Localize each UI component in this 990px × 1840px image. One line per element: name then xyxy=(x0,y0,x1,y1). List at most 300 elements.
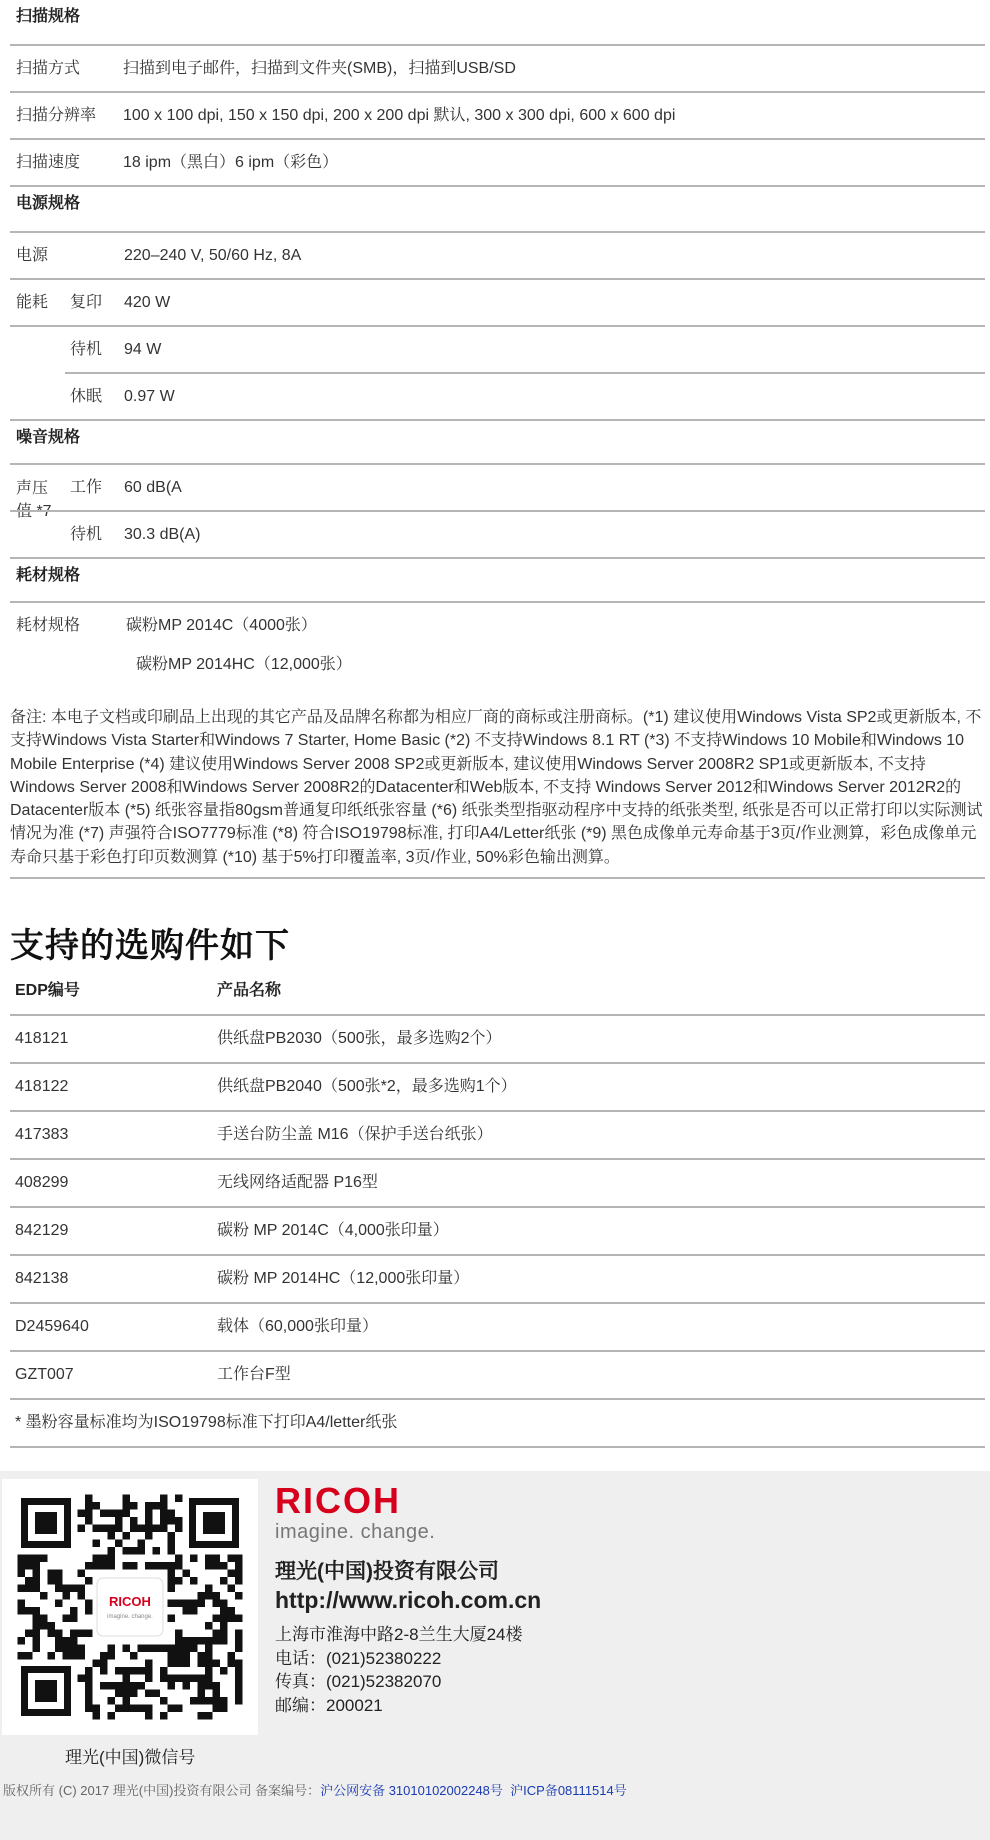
qr-module xyxy=(153,1547,161,1555)
qr-module xyxy=(198,1697,206,1705)
qr-module xyxy=(18,1585,26,1593)
column-header-name: 产品名称 xyxy=(217,982,282,999)
qr-module xyxy=(130,1517,138,1525)
qr-module xyxy=(48,1622,56,1630)
product-cell: 载体（60,000张印量） xyxy=(217,1318,378,1335)
spec-row xyxy=(10,650,985,690)
edp-cell: 417383 xyxy=(15,1126,69,1143)
footnote-remarks: 备注: 本电子文档或印刷品上出现的其它产品及品牌名称都为相应厂商的商标或注册商标。(*1) 建议使用Windows Vista SP2或更新版本, 不支持Windows Vista Starter和Windows 7 Starter, Home Basic (*2) 不支持Windows 8.1 RT (*3) 不支持Windows 10 Mobile和Windows 10 Mobile Enterprise (*4) 建议使用Windows Server 2008 SP2或更新版本, 建议使用Windows Server 2008R2 SP1或更新版本, 不支持Windows Server 2008和Windows Server 2008R2的Datacenter和Web版本, 不支持 Windows Server 2012和Windows Server 2012R2的Datacenter版本 (*5) 纸张容量指80gsm普通复印纸纸张容量 (*6) 纸张类型指驱动程序中支持的纸张类型, 纸张是否可以正常打印以实际测试情况为准 (*7) 声强符合ISO7779标准 (*8) 符合ISO19798标准, 打印A4/Letter纸张 (*9) 黑色成像单元寿命基于3页/作业测算，彩色成像单元寿命只基于彩色打印页数测算 (*10) 基于5%打印覆盖率, 3页/作业, 50%彩色输出测算。 xyxy=(10,706,985,879)
qr-module xyxy=(130,1562,138,1570)
qr-module xyxy=(138,1525,146,1533)
qr-module xyxy=(145,1705,153,1713)
qr-module xyxy=(78,1675,86,1683)
qr-module xyxy=(220,1630,228,1638)
qr-module xyxy=(198,1652,206,1660)
qr-module xyxy=(85,1600,93,1608)
section-noise-title: 噪音规格 xyxy=(10,419,985,465)
qr-module xyxy=(55,1645,63,1653)
qr-module xyxy=(108,1712,116,1720)
qr-module xyxy=(205,1660,213,1668)
qr-module xyxy=(40,1615,48,1623)
postcode: 邮编：200021 xyxy=(275,1695,383,1715)
spec-value: 碳粉MP 2014HC（12,000张） xyxy=(136,656,352,673)
qr-module xyxy=(100,1562,108,1570)
qr-module xyxy=(78,1592,86,1600)
qr-module xyxy=(33,1607,41,1615)
qr-module xyxy=(138,1682,146,1690)
qr-module xyxy=(205,1652,213,1660)
qr-module xyxy=(18,1570,26,1578)
table-row xyxy=(10,1064,985,1112)
spec-value: 94 W xyxy=(124,341,162,358)
qr-module xyxy=(175,1645,183,1653)
qr-module xyxy=(228,1660,236,1668)
table-row xyxy=(10,1256,985,1304)
qr-module xyxy=(78,1645,86,1653)
qr-module xyxy=(25,1585,33,1593)
qr-module xyxy=(85,1697,93,1705)
phone: 电话：(021)52380222 xyxy=(275,1648,442,1668)
qr-module xyxy=(63,1592,71,1600)
qr-module xyxy=(85,1682,93,1690)
qr-module xyxy=(190,1607,198,1615)
qr-module xyxy=(220,1607,228,1615)
qr-module xyxy=(55,1600,63,1608)
qr-module xyxy=(213,1682,221,1690)
edp-cell: 842138 xyxy=(15,1270,69,1287)
qr-module xyxy=(70,1645,78,1653)
qr-module xyxy=(33,1562,41,1570)
qr-module xyxy=(175,1705,183,1713)
qr-module xyxy=(55,1630,63,1638)
qr-module xyxy=(108,1510,116,1518)
spec-value: 220–240 V, 50/60 Hz, 8A xyxy=(124,247,302,264)
qr-module xyxy=(18,1562,26,1570)
qr-module xyxy=(153,1525,161,1533)
qr-module xyxy=(70,1652,78,1660)
qr-module xyxy=(228,1555,236,1563)
qr-module xyxy=(130,1705,138,1713)
product-cell: 碳粉 MP 2014C（4,000张印量） xyxy=(217,1222,449,1239)
qr-module xyxy=(70,1615,78,1623)
qr-module xyxy=(228,1607,236,1615)
table-row xyxy=(10,1016,985,1064)
qr-module xyxy=(115,1517,123,1525)
qr-module xyxy=(168,1645,176,1653)
qr-module xyxy=(145,1510,153,1518)
qr-module xyxy=(168,1547,176,1555)
qr-module xyxy=(25,1577,33,1585)
qr-module xyxy=(160,1645,168,1653)
qr-module xyxy=(93,1712,101,1720)
qr-module xyxy=(48,1630,56,1638)
qr-module xyxy=(85,1502,93,1510)
qr-module xyxy=(175,1652,183,1660)
table-row xyxy=(10,1208,985,1256)
copyright xyxy=(3,1780,627,1799)
qr-module xyxy=(235,1682,243,1690)
qr-module xyxy=(183,1607,191,1615)
copyright-text: 版权所有 (C) 2017 理光(中国)投资有限公司 备案编号： xyxy=(3,1783,321,1798)
ricoh-logo xyxy=(275,1480,436,1544)
qr-module xyxy=(220,1667,228,1675)
qr-module xyxy=(205,1592,213,1600)
qr-module xyxy=(160,1502,168,1510)
qr-module xyxy=(123,1562,131,1570)
table-row xyxy=(10,1160,985,1208)
qr-module xyxy=(18,1607,26,1615)
spec-value: 30.3 dB(A) xyxy=(124,526,201,543)
qr-module xyxy=(123,1675,131,1683)
qr-caption: 理光(中国)微信号 xyxy=(65,1748,196,1767)
product-cell: 手送台防尘盖 M16（保护手送台纸张） xyxy=(217,1126,493,1143)
qr-module xyxy=(235,1660,243,1668)
qr-module xyxy=(198,1660,206,1668)
qr-module xyxy=(123,1547,131,1555)
spec-row xyxy=(10,603,985,650)
qr-module xyxy=(123,1502,131,1510)
qr-module xyxy=(33,1645,41,1653)
qr-module xyxy=(168,1682,176,1690)
qr-module xyxy=(183,1675,191,1683)
qr-module xyxy=(108,1525,116,1533)
qr-module xyxy=(175,1660,183,1668)
qr-module xyxy=(228,1652,236,1660)
noise-group xyxy=(10,465,985,559)
qr-module xyxy=(63,1585,71,1593)
qr-module xyxy=(220,1577,228,1585)
qr-module xyxy=(130,1547,138,1555)
qr-module xyxy=(220,1622,228,1630)
qr-module xyxy=(33,1555,41,1563)
qr-module xyxy=(198,1682,206,1690)
qr-module xyxy=(153,1690,161,1698)
qr-module xyxy=(205,1712,213,1720)
qr-module xyxy=(93,1525,101,1533)
qr-module xyxy=(145,1645,153,1653)
options-footnote: * 墨粉容量标准均为ISO19798标准下打印A4/letter纸张 xyxy=(10,1400,985,1448)
qr-module xyxy=(145,1675,153,1683)
qr-module xyxy=(205,1562,213,1570)
spec-sublabel: 休眠 xyxy=(70,388,103,405)
spec-sublabel: 待机 xyxy=(70,341,103,358)
qr-module xyxy=(228,1570,236,1578)
qr-module xyxy=(168,1705,176,1713)
qr-module xyxy=(235,1697,243,1705)
qr-module xyxy=(168,1615,176,1623)
qr-module xyxy=(123,1532,131,1540)
qr-module xyxy=(145,1517,153,1525)
spec-row xyxy=(10,233,985,280)
contact-info xyxy=(275,1623,522,1717)
qr-module xyxy=(108,1697,116,1705)
qr-code-icon xyxy=(17,1494,243,1720)
qr-module xyxy=(115,1510,123,1518)
edp-cell: GZT007 xyxy=(15,1366,74,1383)
qr-module xyxy=(205,1585,213,1593)
police-record-link[interactable]: 沪公网安备 31010102002248号 xyxy=(320,1783,503,1798)
qr-module xyxy=(33,1622,41,1630)
spec-value: 碳粉MP 2014C（4000张） xyxy=(126,617,317,634)
qr-module xyxy=(190,1697,198,1705)
qr-module xyxy=(160,1712,168,1720)
spec-label: 电源 xyxy=(16,247,49,264)
qr-module xyxy=(85,1562,93,1570)
spec-sublabel: 复印 xyxy=(70,294,103,311)
qr-module xyxy=(78,1652,86,1660)
qr-module xyxy=(175,1600,183,1608)
qr-module xyxy=(235,1630,243,1638)
qr-module xyxy=(160,1562,168,1570)
qr-module xyxy=(205,1555,213,1563)
qr-module xyxy=(205,1682,213,1690)
qr-module xyxy=(168,1585,176,1593)
qr-module xyxy=(93,1555,101,1563)
qr-module xyxy=(18,1555,26,1563)
table-header xyxy=(10,968,985,1016)
fax: 传真：(021)52382070 xyxy=(275,1672,442,1691)
spec-label: 能耗 xyxy=(16,294,49,311)
qr-module xyxy=(93,1502,101,1510)
edp-cell: 408299 xyxy=(15,1174,69,1191)
qr-module xyxy=(183,1660,191,1668)
spec-row xyxy=(10,140,985,187)
qr-module xyxy=(198,1690,206,1698)
qr-module xyxy=(145,1660,153,1668)
qr-module xyxy=(213,1697,221,1705)
table-row xyxy=(10,1112,985,1160)
qr-module xyxy=(220,1615,228,1623)
qr-module xyxy=(85,1675,93,1683)
qr-module xyxy=(100,1682,108,1690)
spec-sublabel: 待机 xyxy=(70,526,103,543)
qr-module xyxy=(168,1562,176,1570)
address: 上海市淮海中路2-8兰生大厦24楼 xyxy=(275,1625,523,1644)
qr-module xyxy=(190,1577,198,1585)
qr-module xyxy=(198,1600,206,1608)
qr-module xyxy=(235,1667,243,1675)
qr-module xyxy=(160,1510,168,1518)
qr-module xyxy=(115,1667,123,1675)
qr-module xyxy=(160,1675,168,1683)
qr-module xyxy=(123,1645,131,1653)
qr-module xyxy=(190,1555,198,1563)
spec-sublabel: 工作 xyxy=(70,479,103,496)
qr-module xyxy=(145,1502,153,1510)
qr-module xyxy=(205,1622,213,1630)
product-cell: 供纸盘PB2040（500张*2，最多选购1个） xyxy=(217,1078,517,1095)
qr-module xyxy=(168,1540,176,1548)
qr-module xyxy=(235,1615,243,1623)
qr-module xyxy=(63,1645,71,1653)
qr-module xyxy=(130,1525,138,1533)
wechat-qr-code xyxy=(2,1479,258,1735)
qr-module xyxy=(213,1660,221,1668)
qr-module xyxy=(25,1630,33,1638)
spec-row xyxy=(10,46,985,93)
qr-module xyxy=(175,1675,183,1683)
qr-module xyxy=(63,1652,71,1660)
qr-module xyxy=(78,1525,86,1533)
qr-module xyxy=(138,1540,146,1548)
qr-module xyxy=(235,1570,243,1578)
qr-module xyxy=(168,1517,176,1525)
column-header-edp: EDP编号 xyxy=(15,982,80,999)
qr-module xyxy=(213,1637,221,1645)
qr-module xyxy=(33,1615,41,1623)
spec-value: 18 ipm（黑白）6 ipm（彩色） xyxy=(123,154,339,171)
qr-module xyxy=(108,1682,116,1690)
qr-module xyxy=(175,1555,183,1563)
qr-module xyxy=(123,1697,131,1705)
qr-module xyxy=(138,1645,146,1653)
qr-module xyxy=(190,1637,198,1645)
website-link[interactable]: http://www.ricoh.com.cn xyxy=(275,1587,542,1613)
qr-module xyxy=(138,1705,146,1713)
qr-module xyxy=(220,1697,228,1705)
qr-module xyxy=(100,1555,108,1563)
qr-module xyxy=(78,1630,86,1638)
qr-module xyxy=(123,1682,131,1690)
table-row xyxy=(10,1304,985,1352)
qr-module xyxy=(183,1570,191,1578)
spec-value: 0.97 W xyxy=(124,388,175,405)
qr-module xyxy=(85,1667,93,1675)
logo-text: RICOH xyxy=(275,1480,401,1521)
qr-module xyxy=(175,1495,183,1503)
qr-module xyxy=(33,1585,41,1593)
qr-module xyxy=(85,1607,93,1615)
qr-module xyxy=(70,1637,78,1645)
icp-link[interactable]: 沪ICP备08111514号 xyxy=(510,1783,627,1798)
qr-module xyxy=(168,1532,176,1540)
qr-module xyxy=(235,1577,243,1585)
table-row xyxy=(10,1352,985,1400)
qr-module xyxy=(55,1570,63,1578)
spec-value: 扫描到电子邮件，扫描到文件夹(SMB)，扫描到USB/SD xyxy=(123,60,516,77)
qr-module xyxy=(85,1630,93,1638)
qr-module xyxy=(123,1705,131,1713)
qr-module xyxy=(145,1525,153,1533)
power-consumption-group xyxy=(10,280,985,421)
qr-module xyxy=(175,1562,183,1570)
qr-module xyxy=(48,1570,56,1578)
qr-module xyxy=(153,1502,161,1510)
qr-module xyxy=(183,1645,191,1653)
qr-module xyxy=(63,1637,71,1645)
qr-module xyxy=(190,1600,198,1608)
edp-cell: 418122 xyxy=(15,1078,69,1095)
spec-row xyxy=(10,465,985,512)
qr-module xyxy=(205,1645,213,1653)
qr-module xyxy=(213,1555,221,1563)
qr-module xyxy=(168,1600,176,1608)
qr-module xyxy=(213,1600,221,1608)
qr-module xyxy=(115,1682,123,1690)
qr-module xyxy=(190,1645,198,1653)
spec-label: 扫描方式 xyxy=(16,60,81,77)
qr-module xyxy=(55,1637,63,1645)
qr-module xyxy=(160,1525,168,1533)
qr-module xyxy=(160,1697,168,1705)
qr-module xyxy=(40,1622,48,1630)
qr-module xyxy=(78,1585,86,1593)
qr-module xyxy=(198,1637,206,1645)
spec-row xyxy=(65,374,985,421)
spec-row xyxy=(65,327,985,374)
qr-center-logo: RICOH xyxy=(109,1594,151,1609)
qr-module xyxy=(183,1682,191,1690)
spec-label: 耗材规格 xyxy=(16,617,81,634)
qr-module xyxy=(235,1592,243,1600)
qr-module xyxy=(33,1637,41,1645)
qr-module xyxy=(93,1660,101,1668)
qr-module xyxy=(108,1547,116,1555)
spec-label: 扫描速度 xyxy=(16,154,81,171)
qr-module xyxy=(70,1607,78,1615)
qr-module xyxy=(48,1652,56,1660)
section-power-title: 电源规格 xyxy=(10,187,985,233)
qr-module xyxy=(168,1675,176,1683)
qr-module xyxy=(235,1637,243,1645)
qr-module xyxy=(55,1585,63,1593)
qr-module xyxy=(70,1630,78,1638)
qr-module xyxy=(108,1532,116,1540)
qr-module xyxy=(85,1495,93,1503)
qr-module xyxy=(175,1630,183,1638)
qr-module xyxy=(93,1705,101,1713)
qr-module xyxy=(18,1600,26,1608)
qr-module xyxy=(160,1517,168,1525)
spec-value: 100 x 100 dpi, 150 x 150 dpi, 200 x 200 dpi 默认, 300 x 300 dpi, 600 x 600 dpi xyxy=(123,107,676,124)
qr-module xyxy=(228,1615,236,1623)
qr-module xyxy=(235,1675,243,1683)
qr-center-tagline: imagine. change. xyxy=(107,1614,153,1620)
qr-module xyxy=(175,1525,183,1533)
qr-module xyxy=(100,1660,108,1668)
qr-module xyxy=(138,1547,146,1555)
spec-row xyxy=(10,280,985,327)
qr-module xyxy=(198,1592,206,1600)
qr-module xyxy=(175,1577,183,1585)
qr-module xyxy=(145,1690,153,1698)
qr-module xyxy=(130,1502,138,1510)
qr-module xyxy=(205,1697,213,1705)
spec-row xyxy=(65,512,985,559)
qr-module xyxy=(175,1637,183,1645)
qr-module xyxy=(205,1637,213,1645)
qr-module xyxy=(40,1555,48,1563)
qr-module xyxy=(108,1555,116,1563)
qr-module xyxy=(160,1495,168,1503)
qr-module xyxy=(145,1667,153,1675)
qr-module xyxy=(175,1517,183,1525)
qr-module xyxy=(85,1705,93,1713)
qr-module xyxy=(235,1562,243,1570)
footer xyxy=(0,1471,990,1840)
qr-module xyxy=(220,1600,228,1608)
qr-module xyxy=(205,1667,213,1675)
product-cell: 供纸盘PB2030（500张，最多选购2个） xyxy=(217,1030,502,1047)
qr-module xyxy=(85,1510,93,1518)
qr-module xyxy=(235,1645,243,1653)
qr-module xyxy=(55,1577,63,1585)
qr-module xyxy=(198,1712,206,1720)
qr-module xyxy=(213,1630,221,1638)
qr-module xyxy=(115,1705,123,1713)
qr-module xyxy=(123,1690,131,1698)
qr-module xyxy=(115,1540,123,1548)
